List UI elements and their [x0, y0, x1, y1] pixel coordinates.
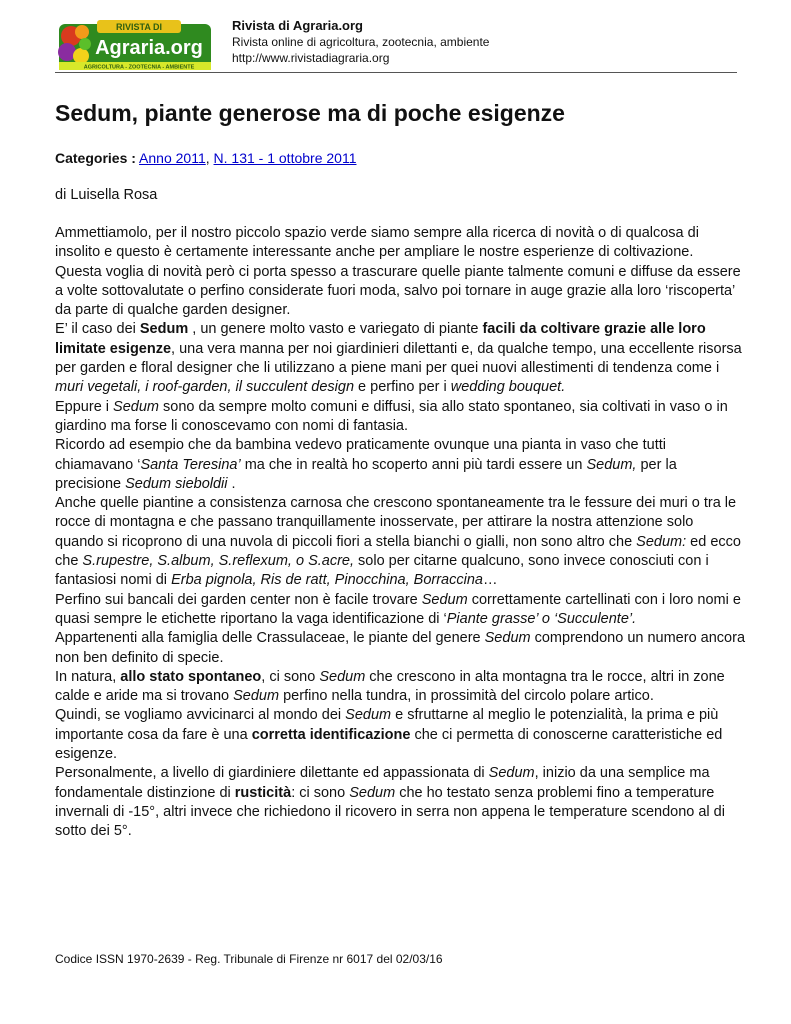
text-run: , inizio da una semplice ma fondamentale distinzione di: [55, 765, 710, 801]
paragraph: [55, 436, 745, 494]
text-run: Quindi, se vogliamo avvicinarci al mondo dei: [55, 707, 346, 724]
text-run: che crescono in alta montagna tra le rocce, altri in zone calde e aride ma si trovano: [55, 668, 725, 705]
text-run: per la precisione: [55, 456, 677, 492]
italic-run: Sedum: [319, 668, 366, 685]
site-url: http://www.rivistadiagraria.org: [232, 51, 390, 65]
paragraph: [55, 398, 745, 437]
italic-run: Sedum: [488, 765, 535, 782]
text-run: Questa voglia di novità però ci porta spesso a trascurare quelle piante talmente comuni e diffuse da essere a volte sottovalutate o perfino considerate fuori moda, salvo poi tornare in auge grazie alla loro ‘riscoperta’ da parte di qualche garden designer.: [55, 263, 741, 319]
italic-run: muri vegetali, i roof-garden, il succulent design: [55, 379, 355, 396]
italic-run: Erba pignola, Ris de ratt, Pinocchina, Borraccina: [171, 572, 483, 589]
italic-run: Sedum sieboldii: [125, 475, 228, 492]
italic-run: Sedum: [345, 707, 392, 724]
text-run: , una vera manna per noi giardinieri dilettanti e, da qualche tempo, una eccellente risorsa per garden e floral designer che li utilizzano a piene mani per quei nuovi allestimenti di tendenza come i: [55, 340, 742, 377]
text-run: In natura,: [55, 668, 121, 685]
bold-run: rusticità: [234, 784, 292, 801]
categories-label: Categories :: [55, 150, 136, 166]
text-run: …: [482, 572, 498, 589]
category-link-issue[interactable]: N. 131 - 1 ottobre 2011: [213, 150, 357, 166]
text-run: correttamente cartellinati con i loro nomi e quasi sempre le etichette riportano la vaga identificazione di ‘: [55, 591, 741, 627]
paragraph: [55, 263, 745, 321]
paragraph: [55, 320, 745, 397]
category-link-year[interactable]: Anno 2011: [139, 150, 206, 166]
italic-run: Sedum:: [636, 533, 687, 550]
text-run: sono da sempre molto comuni e diffusi, sia allo stato spontaneo, sia coltivati in vaso o in giardino ma forse li conoscevamo con nomi di fantasia.: [55, 398, 728, 434]
text-run: Appartenenti alla famiglia delle Crassulaceae, le piante del genere: [55, 630, 485, 647]
logo-tagline: AGRICOLTURA - ZOOTECNIA - AMBIENTE: [83, 64, 195, 70]
text-run: E’ il caso dei: [55, 321, 140, 338]
logo-brand: Agraria.org: [95, 37, 203, 59]
text-run: , ci sono: [261, 668, 320, 685]
site-description: Rivista online di agricoltura, zootecnia, ambiente: [232, 35, 490, 49]
text-run: che ho testato senza problemi fino a temperature invernali di -15°, altri invece che richiedono il ricovero in serra non appena le temperature scendono al di sotto dei 5°.: [55, 784, 725, 840]
text-run: ed ecco che: [55, 533, 741, 570]
site-info: [232, 18, 489, 66]
italic-run: wedding bouquet.: [450, 379, 566, 396]
paragraph: [55, 224, 745, 263]
text-run: Anche quelle piantine a consistenza carnosa che crescono spontaneamente tra le fessure dei muri o tra le rocce di montagna e che passano tranquillamente inosservate, per attirare la nostra attenzione solo quando si ricoprono di una nuvola di piccoli fiori a stella bianchi o gialli, non sono altro che: [55, 495, 737, 550]
bold-run: corretta identificazione: [251, 726, 411, 743]
paragraph: [55, 764, 745, 841]
page-footer: Codice ISSN 1970-2639 - Reg. Tribunale di Firenze nr 6017 del 02/03/16: [55, 952, 443, 966]
text-run: che ci permetta di conoscerne caratteristiche ed esigenze.: [55, 726, 723, 763]
italic-run: Sedum,: [586, 456, 637, 473]
paragraph: [55, 706, 745, 764]
text-run: Ricordo ad esempio che da bambina vedevo praticamente ovunque una pianta in vaso che tutti chiamavano ‘: [55, 437, 667, 473]
site-name: Rivista di Agraria.org: [232, 18, 363, 33]
paragraph: [55, 629, 745, 668]
italic-run: Sedum: [233, 688, 280, 705]
article-title: Sedum, piante generose ma di poche esigenze: [55, 100, 565, 126]
text-run: Perfino sui bancali dei garden center non è facile trovare: [55, 591, 422, 608]
paragraph: [55, 668, 745, 707]
bold-run: allo stato spontaneo: [120, 668, 262, 685]
agraria-logo: [55, 18, 215, 70]
italic-run: Santa Teresina’: [140, 456, 241, 473]
paragraph: [55, 494, 745, 590]
article-body: [55, 224, 745, 842]
text-run: comprendono un numero ancora non ben definito di specie.: [55, 630, 746, 666]
italic-run: Sedum: [484, 630, 531, 647]
text-run: ma che in realtà ho scoperto anni più tardi essere un: [240, 456, 587, 473]
italic-run: Sedum: [113, 398, 159, 415]
text-run: .: [227, 475, 236, 492]
text-run: e sfruttarne al meglio le potenzialità, la prima e più importante cosa da fare è una: [55, 707, 719, 743]
text-run: e perfino per i: [354, 379, 451, 396]
text-run: Eppure i: [55, 398, 114, 415]
bold-run: Sedum: [139, 321, 189, 338]
text-run: perfino nella tundra, in prossimità del circolo polare artico.: [279, 688, 654, 705]
text-run: Personalmente, a livello di giardiniere dilettante ed appassionata di: [55, 765, 489, 782]
text-run: Ammettiamolo, per il nostro piccolo spazio verde siamo sempre alla ricerca di novità o di qualcosa di insolito e questo è certamente interessante anche per ampliare le nostre esperienze di coltivazione.: [55, 225, 699, 261]
categories: [55, 150, 356, 166]
italic-run: Sedum: [421, 591, 468, 608]
article-author: di Luisella Rosa: [55, 187, 158, 203]
page-header: [55, 14, 737, 73]
italic-run: Piante grasse’ o ‘Succulente’.: [446, 610, 637, 627]
text-run: , un genere molto vasto e variegato di piante: [188, 321, 483, 338]
text-run: : ci sono: [291, 784, 350, 801]
bold-run: facili da coltivare grazie alle loro limitate esigenze: [55, 321, 706, 357]
category-separator: ,: [205, 150, 210, 166]
logo-banner: RIVISTA DI: [115, 22, 163, 32]
text-run: solo per citarne qualcuno, sono invece conosciuti con i fantasiosi nomi di: [55, 553, 709, 589]
italic-run: S.rupestre, S.album, S.reflexum, o S.acre,: [82, 553, 355, 570]
paragraph: [55, 591, 745, 630]
italic-run: Sedum: [349, 784, 396, 801]
